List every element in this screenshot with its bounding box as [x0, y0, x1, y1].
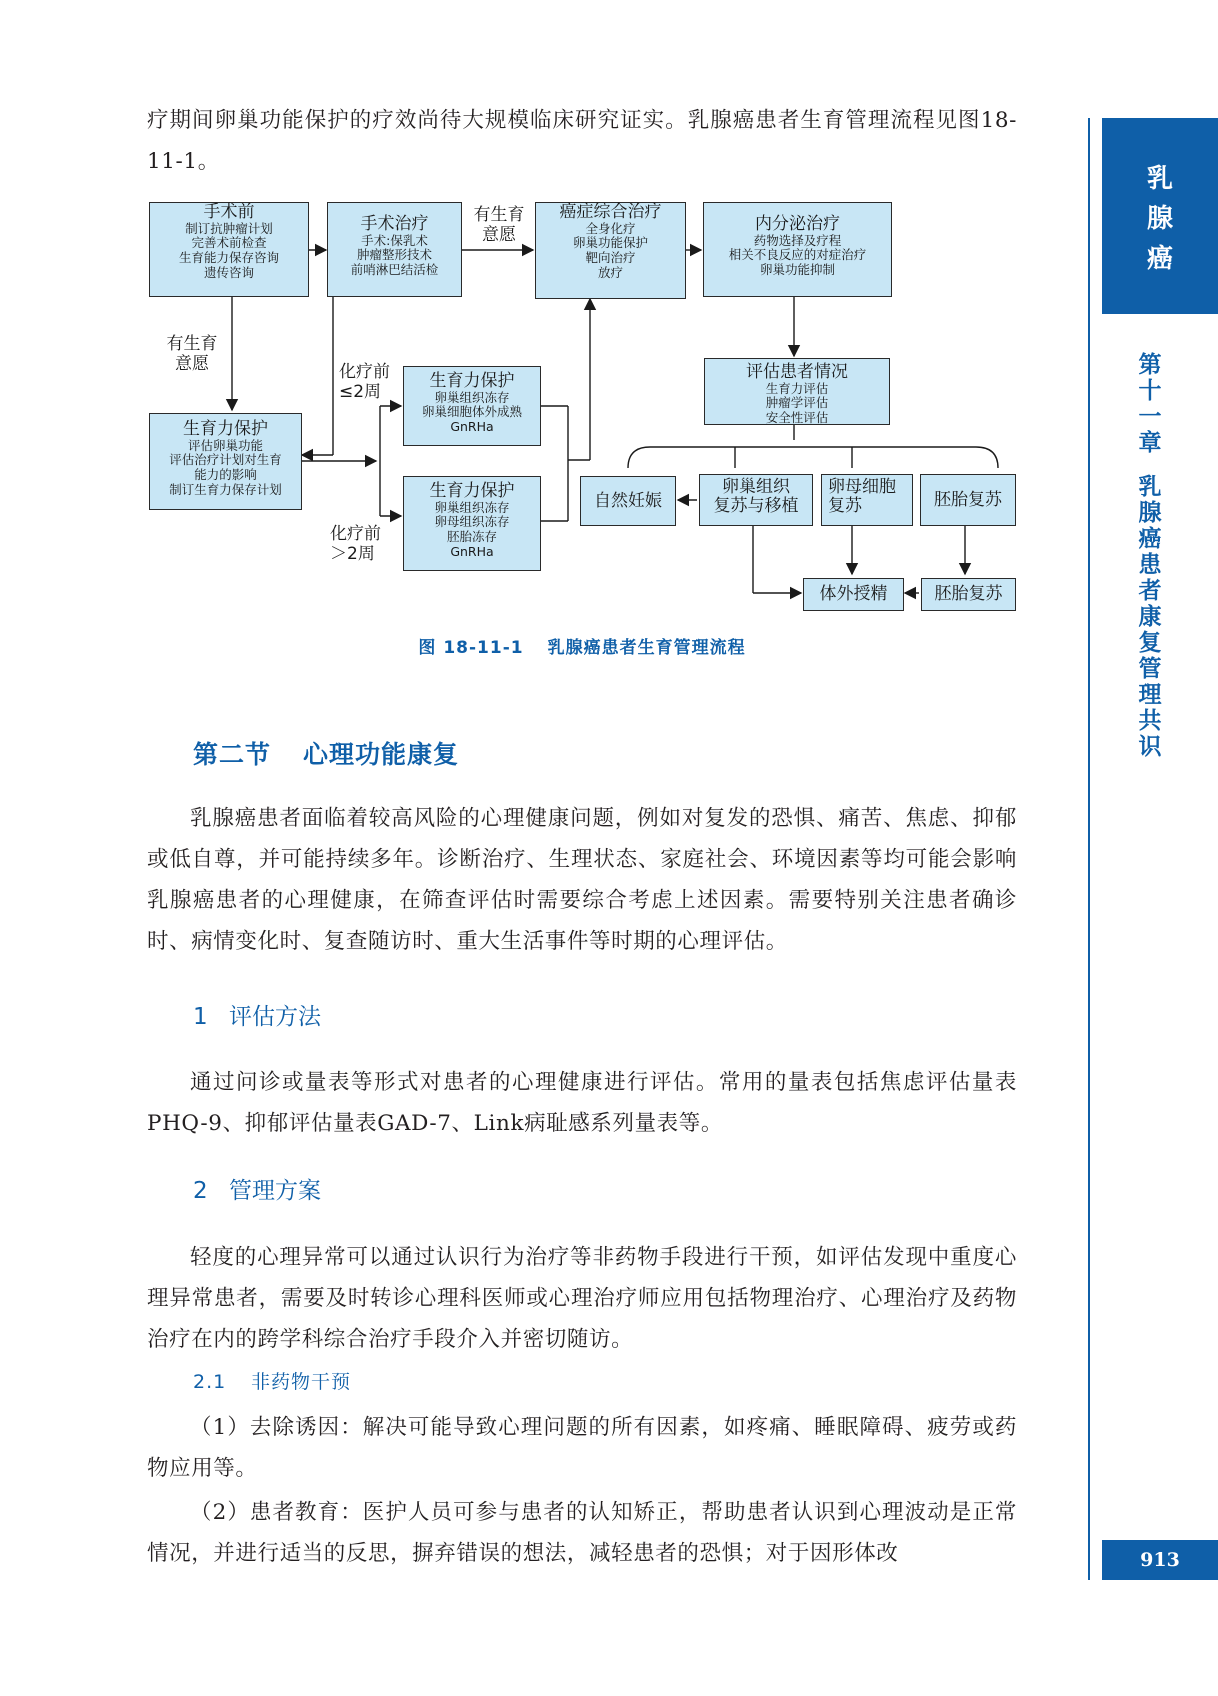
box-endocrine	[703, 202, 892, 297]
box-fertility-main	[149, 413, 302, 510]
box-title: 复苏与移植	[713, 495, 799, 516]
paragraph-remove-triggers: （1）去除诱因：解决可能导致心理问题的所有因素，如疼痛、睡眠障碍、疲劳或药物应用等。	[147, 1415, 1017, 1481]
label-line: 意愿	[482, 224, 516, 245]
paragraph-management: 轻度的心理异常可以通过认识行为治疗等非药物手段进行干预，如评估发现中重度心理异常患者，需要及时转诊心理科医师或心理治疗师应用包括物理治疗、心理治疗及药物治疗在内的跨学科综合治疗手段介入并密切随访。	[147, 1245, 1017, 1352]
box-title: 胚胎复苏	[934, 584, 1003, 604]
box-line: 手术:保乳术	[361, 232, 428, 248]
intro-paragraph: 疗期间卵巢功能保护的疗效尚待大规模临床研究证实。乳腺癌患者生育管理流程见图18-11-1。	[147, 108, 1017, 174]
chapter-char: 共	[1138, 708, 1162, 734]
box-line: GnRHa	[450, 543, 494, 559]
section-heading	[193, 735, 459, 771]
box-line: 卵母组织冻存	[434, 514, 510, 530]
box-line: 评估治疗计划对生育	[169, 452, 282, 468]
box-line: 生育能力保存咨询	[178, 250, 279, 266]
box-title: 评估患者情况	[746, 362, 848, 382]
box-line: 肿瘤学评估	[765, 395, 829, 411]
chapter-char: 理	[1138, 682, 1162, 708]
heading-management	[193, 1172, 321, 1205]
box-line: 生育力评估	[765, 380, 829, 396]
box-title: 胚胎复苏	[934, 490, 1002, 510]
sidebar-tab	[1102, 118, 1218, 314]
box-line: 卵巢组织冻存	[434, 499, 510, 515]
box-natural-pregnancy	[580, 476, 676, 526]
figure-number: 图 18-11-1	[418, 638, 524, 658]
label-chemo-over-2w	[330, 525, 394, 564]
box-fertility-b	[403, 476, 541, 571]
heading-title: 管理方案	[229, 1178, 321, 1204]
box-assess	[704, 358, 890, 425]
sidebar-rule	[1088, 118, 1090, 1580]
chapter-char: 腺	[1138, 500, 1162, 526]
box-title: 生育力保护	[429, 371, 515, 391]
box-line: GnRHa	[450, 419, 494, 435]
label-fertility-wish-left	[158, 335, 226, 374]
box-line: 卵巢功能抑制	[759, 262, 835, 278]
section-title: 心理功能康复	[303, 740, 460, 769]
box-ivf	[803, 578, 904, 611]
box-title: 生育力保护	[183, 419, 268, 439]
box-before-surgery	[149, 202, 309, 297]
box-title: 体外授精	[819, 584, 888, 604]
chapter-char: 管	[1138, 656, 1162, 682]
box-line: 评估卵巢功能	[187, 437, 263, 453]
box-title: 手术治疗	[360, 214, 429, 234]
box-title: 自然妊娠	[594, 491, 662, 511]
box-line: 肿瘤整形技术	[356, 247, 432, 263]
chapter-char: 第	[1138, 352, 1162, 378]
box-title: 内分泌治疗	[755, 214, 840, 234]
label-line: 化疗前	[330, 524, 381, 544]
label-line: 有生育	[166, 334, 218, 354]
box-cancer-therapy	[535, 202, 686, 299]
chapter-char: 患	[1138, 552, 1162, 578]
box-line: 卵巢组织冻存	[434, 389, 510, 405]
box-line: 卵巢功能保护	[572, 235, 648, 251]
box-line: 卵巢细胞体外成熟	[421, 404, 522, 420]
chapter-char	[1130, 456, 1170, 474]
paragraph-psych-risk: 乳腺癌患者面临着较高风险的心理健康问题，例如对复发的恐惧、痛苦、焦虑、抑郁或低自尊，并可能持续多年。诊断治疗、生理状态、家庭社会、环境因素等均可能会影响乳腺癌患者的心理健康，在筛查评估时需要综合考虑上述因素。需要特别关注患者确诊时、病情变化时、复查随访时、重大生活事件等时期的心理评估。	[147, 806, 1017, 954]
label-line: ≤2周	[339, 381, 382, 402]
tab-char: 癌	[1146, 244, 1173, 274]
box-line: 制订抗肿瘤计划	[185, 220, 273, 236]
box-surgery	[327, 202, 462, 297]
heading-title: 评估方法	[229, 1004, 321, 1030]
chapter-char: 十	[1138, 378, 1162, 404]
box-line: 相关不良反应的对症治疗	[728, 247, 867, 263]
box-line: 药物选择及疗程	[753, 232, 842, 248]
box-line: 前哨淋巴结活检	[350, 262, 439, 278]
box-oocyte	[821, 474, 913, 526]
chapter-char: 乳	[1138, 474, 1162, 500]
label-fertility-wish-top	[466, 206, 532, 245]
chapter-char: 复	[1138, 630, 1162, 656]
chapter-char: 康	[1138, 604, 1162, 630]
section-number: 第二节	[193, 740, 272, 769]
label-line: ＞2周	[330, 543, 375, 564]
heading-number: 2.1	[193, 1371, 227, 1393]
chapter-char: 识	[1138, 734, 1162, 760]
box-title: 手术前	[203, 202, 255, 222]
chapter-char: 一	[1138, 404, 1162, 430]
box-embryo-thaw-2	[921, 578, 1016, 611]
box-line: 制订生育力保存计划	[169, 481, 282, 497]
heading-title: 非药物干预	[251, 1371, 352, 1393]
box-line: 全身化疗	[585, 220, 636, 236]
box-title: 卵巢组织	[722, 477, 790, 497]
box-fertility-a	[403, 366, 541, 446]
box-embryo-thaw	[920, 474, 1016, 526]
heading-assessment	[193, 998, 321, 1031]
label-line: 化疗前	[339, 362, 390, 382]
heading-non-drug	[193, 1367, 351, 1394]
box-line: 安全性评估	[765, 410, 829, 426]
box-line: 放疗	[597, 264, 623, 280]
box-line: 遗传咨询	[203, 264, 254, 280]
box-ovary-tissue	[699, 474, 813, 526]
page-number: 913	[1102, 1540, 1218, 1580]
chapter-char: 章	[1138, 430, 1162, 456]
box-line: 完善术前检查	[191, 235, 267, 251]
paragraph-assessment: 通过问诊或量表等形式对患者的心理健康进行评估。常用的量表包括焦虑评估量表PHQ-9、抑郁评估量表GAD-7、Link病耻感系列量表等。	[147, 1070, 1017, 1136]
tab-char: 乳	[1146, 164, 1173, 194]
box-line: 靶向治疗	[585, 250, 636, 266]
box-title: 复苏	[828, 495, 862, 516]
heading-number: 1	[193, 1004, 208, 1030]
figure-caption	[147, 633, 1017, 658]
label-line: 有生育	[473, 205, 525, 225]
label-chemo-within-2w	[339, 363, 403, 402]
tab-char: 腺	[1146, 204, 1173, 234]
chapter-char: 癌	[1138, 526, 1162, 552]
box-line: 胚胎冻存	[446, 529, 497, 545]
chapter-title-vertical	[1130, 352, 1170, 760]
box-title: 生育力保护	[429, 481, 515, 501]
paragraph-patient-education: （2）患者教育：医护人员可参与患者的认知矫正，帮助患者认识到心理波动是正常情况，并进行适当的反思，摒弃错误的想法，减轻患者的恐惧；对于因形体改	[147, 1500, 1017, 1566]
chapter-char: 者	[1138, 578, 1162, 604]
label-line: 意愿	[175, 353, 209, 374]
heading-number: 2	[193, 1178, 208, 1204]
box-line: 能力的影响	[194, 467, 257, 483]
box-title: 癌症综合治疗	[559, 202, 662, 222]
figure-title: 乳腺癌患者生育管理流程	[547, 638, 746, 658]
box-title: 卵母细胞	[828, 477, 896, 497]
